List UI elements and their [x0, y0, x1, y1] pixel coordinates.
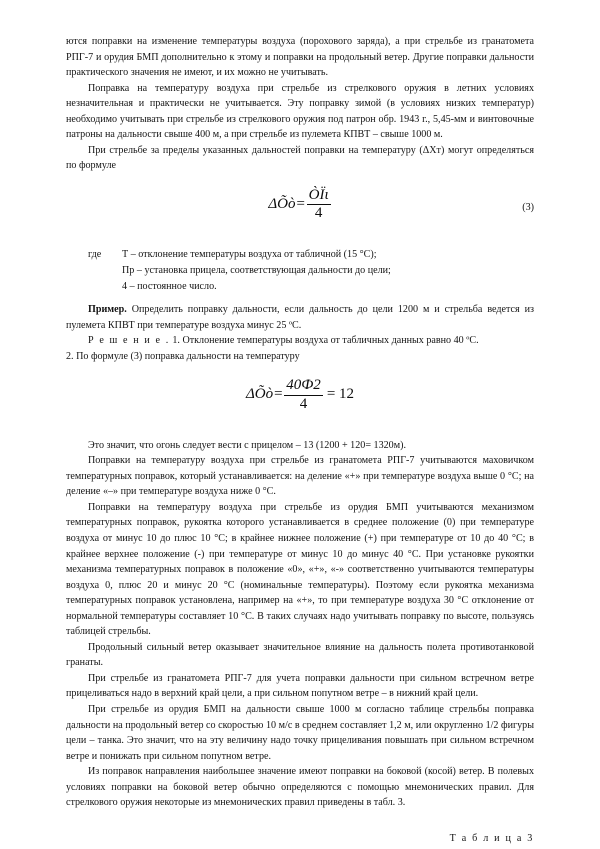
spacer — [66, 174, 534, 188]
definition-row — [66, 263, 534, 279]
definition-row — [66, 279, 534, 295]
table-caption: Т а б л и ц а 3 — [449, 832, 534, 844]
formula-block-3 — [66, 188, 534, 221]
formula-expression — [246, 378, 354, 411]
equation-number: (3) — [522, 201, 534, 213]
formula-result: = 12 — [326, 386, 355, 403]
paragraph-example — [66, 302, 534, 333]
spacer — [66, 412, 534, 438]
paragraph-longitudinal-wind: Продольный сильный ветер оказывает значительное влияние на дальность полета противотанковой гранаты. — [66, 641, 534, 669]
example-text: Определить поправку дальности, если дальность до цели 1200 м и стрельба ведется из пулемета КПВТ при температуре воздуха минус 25 ºС. — [66, 304, 534, 331]
formula-block-solution — [66, 378, 534, 411]
paragraph-continuation: ются поправки на изменение температуры воздуха (порохового заряда), а при стрельбе из гранатомета РПГ-7 и орудия БМП дополнительно к этому и поправки на продольный ветер. Другие поправки дальности практического значения не имеют, и их можно не учитывать. — [66, 36, 534, 79]
paragraph-bmp-temperature: Поправки на температуру воздуха при стрельбе из орудия БМП учитываются механизмом температурных поправок, рукоятка которого устанавливается в среднее положение (0) при температуре воздуха от минус 10 до плюс 10 °С; в крайнее нижнее положение (+) при температуре от 10 до 40 °С; в крайнее верхнее положение (-) при температуре от минус 10 до минус 40 °С. При установке рукоятки механизма температурных поправок в положение «0», «+», «-» соответственно учитываются температуры воздуха 0, плюс 20 и минус 20 °С (номинальные температуры). Поэтому если рукоятка механизма температурных поправок установлена, например на «+», то при температуре воздуха 30 °С отклонение от нормальной температуры составляет 10 °С. В таких случаях надо учитывать поправку по высоте, пользуясь таблицей стрельбы. — [66, 501, 534, 638]
example-label: Пример. — [88, 304, 127, 316]
formula-equals: = — [295, 196, 306, 213]
formula-row — [66, 378, 534, 411]
definition-row — [66, 247, 534, 263]
paragraph-result: Это значит, что огонь следует вести с прицелом – 13 (1200 + 120= 1320м). — [88, 439, 407, 451]
formula-denominator: 4 — [314, 205, 323, 222]
formula-fraction — [307, 188, 331, 221]
definitions-list — [66, 247, 534, 294]
paragraph-crosswind-rules: Из поправок направления наибольшее значение имеют поправки на боковой (косой) ветер. В полевых условиях поправки на боковой ветер обычно определяются с помощью мнемонических правил. Для стрелкового оружия некоторые из мнемонических правил приведены в табл. 3. — [66, 766, 534, 809]
paragraph-formula-intro: При стрельбе за пределы указанных дальностей поправки на температуру (ΔХт) могут определяться по формуле — [66, 144, 534, 172]
formula-expression — [268, 188, 331, 221]
spacer — [66, 221, 534, 247]
formula-lhs: ΔÕò — [245, 386, 274, 403]
spacer — [66, 364, 534, 378]
paragraph-rpg7-wind-aiming: При стрельбе из гранатомета РПГ-7 для учета поправки дальности при сильном встречном ветре прицеливаться надо в верхний край цели, а при сильном попутном ветре – в нижний край цели. — [66, 672, 534, 700]
definition-term-1: Т – отклонение температуры воздуха от табличной (15 °С); — [122, 249, 377, 261]
formula-row — [66, 188, 534, 221]
definition-term-3: 4 – постоянное число. — [122, 280, 217, 292]
formula-denominator: 4 — [299, 395, 308, 412]
paragraph-solution-step-2: 2. По формуле (3) поправка дальности на температуру — [66, 350, 300, 362]
spacer — [66, 811, 534, 831]
solution-label: Р е ш е н и е . — [88, 335, 170, 347]
formula-equals: = — [273, 386, 284, 403]
spacer — [66, 294, 534, 302]
paragraph-temperature-correction: Поправка на температуру воздуха при стрельбе из стрелкового оружия в летних условиях незначительная и практически не учитывается. Эту поправку зимой (в условиях низких температур) необходимо учитывать при стрельбе из стрелкового оружия под патрон обр. 1943 г., 5,45-мм и винтовочные патроны на дальности свыше 400 м, а при стрельбе из пулемета КПВТ – свыше 1000 м. — [66, 82, 534, 141]
formula-numerator: ÒÏι — [308, 186, 329, 203]
definitions-intro: где — [88, 249, 102, 261]
formula-fraction — [284, 378, 323, 411]
formula-numerator: 40Ф2 — [286, 377, 321, 394]
definition-term-2: Пр – установка прицела, соответствующая дальности до цели; — [122, 264, 391, 276]
formula-lhs: ΔÕò — [268, 196, 296, 213]
paragraph-solution-step-1 — [66, 333, 534, 349]
page-text-column — [66, 34, 534, 846]
paragraph-rpg7-temperature: Поправки на температуру воздуха при стрельбе из гранатомета РПГ-7 учитываются маховичком температурных поправок, который устанавливается: на деление «+» при температуре воздуха выше 0 °С; на деление «–» при температуре воздуха ниже 0 °С. — [66, 455, 534, 498]
solution-step-1: 1. Отклонение температуры воздуха от табличных данных равно 40 ºС. — [169, 335, 479, 347]
paragraph-bmp-wind-correction: При стрельбе из орудия БМП на дальности свыше 1000 м согласно таблице стрельбы поправка дальности на продольный ветер со скоростью 10 м/с в среднем составляет 1,2 м, или округленно 1/2 фигуры цели – танка. Это значит, что на эту величину надо точку прицеливания повышать при сильном встречном ветре и понижать при сильном попутном ветре. — [66, 704, 534, 762]
